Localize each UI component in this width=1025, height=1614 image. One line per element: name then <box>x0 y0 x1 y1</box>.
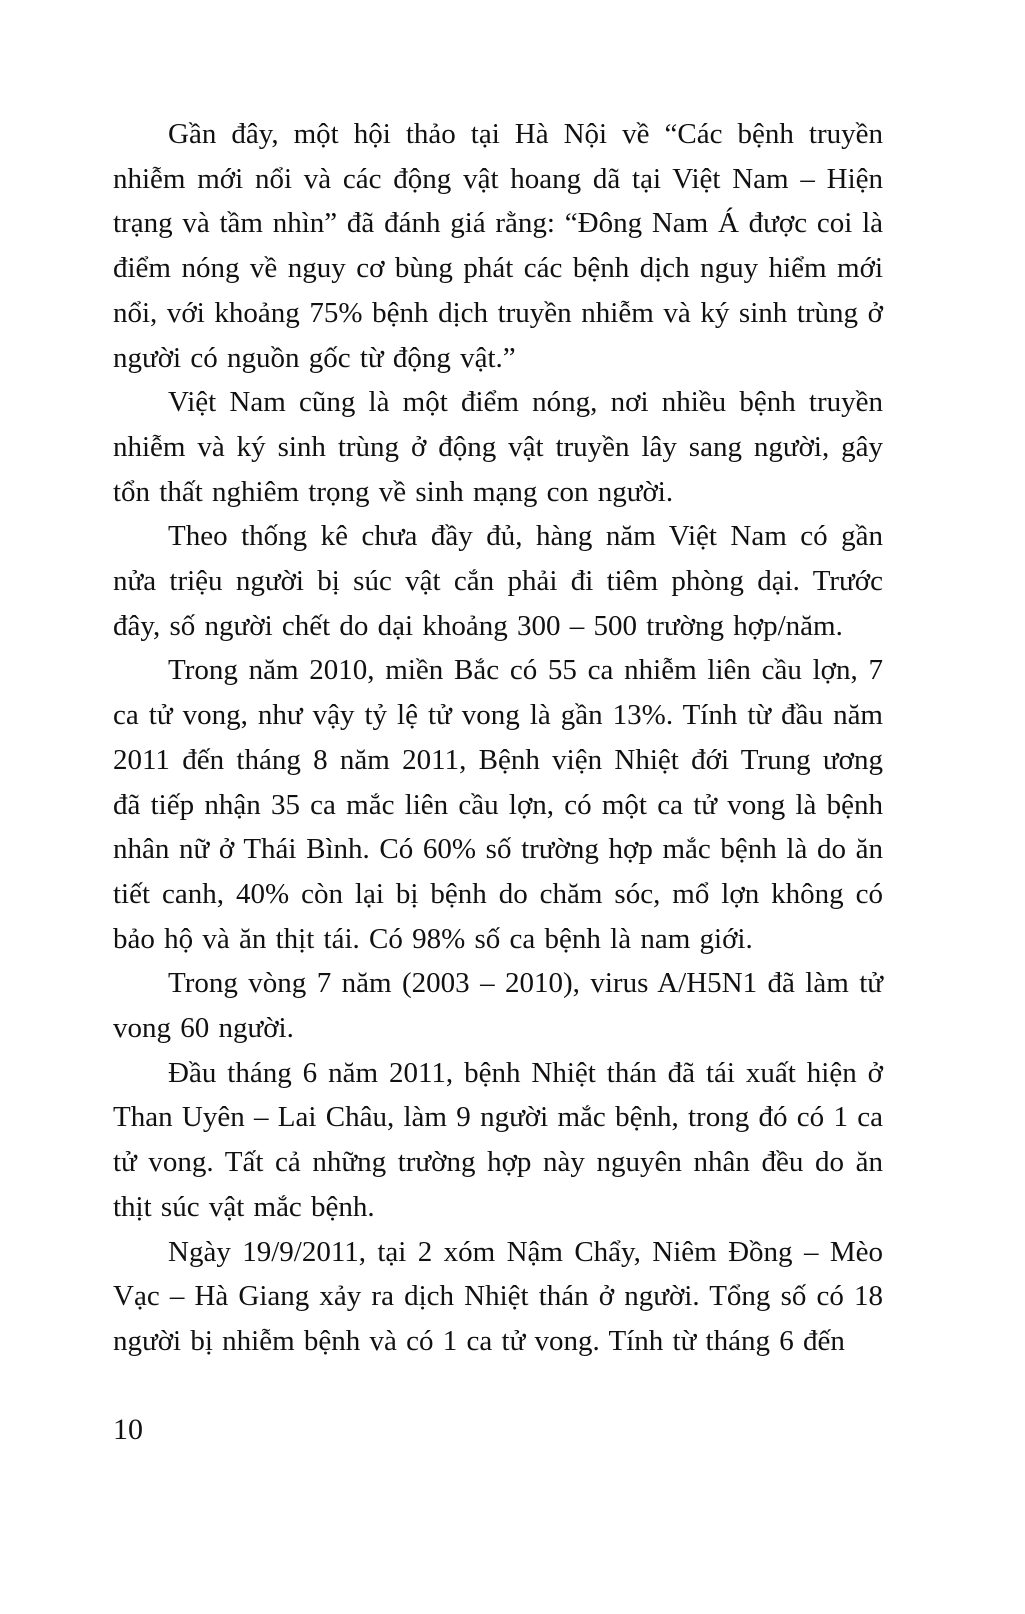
paragraph: Gần đây, một hội thảo tại Hà Nội về “Các bệnh truyền nhiễm mới nổi và các động vật hoang dã tại Việt Nam – Hiện trạng và tầm nhìn” đã đánh giá rằng: “Đông Nam Á được coi là điểm nóng về nguy cơ bùng phát các bệnh dịch nguy hiểm mới nổi, với khoảng 75% bệnh dịch truyền nhiễm và ký sinh trùng ở người có nguồn gốc từ động vật.” <box>113 118 883 374</box>
paragraph: Ngày 19/9/2011, tại 2 xóm Nậm Chẩy, Niêm Đồng – Mèo Vạc – Hà Giang xảy ra dịch Nhiệt thán ở người. Tổng số có 18 người bị nhiễm bệnh và có 1 ca tử vong. Tính từ tháng 6 đến <box>113 1235 883 1357</box>
paragraph: Trong vòng 7 năm (2003 – 2010), virus A/H5N1 đã làm tử vong 60 người. <box>113 967 883 1045</box>
body-text <box>113 112 883 1364</box>
paragraph: Đầu tháng 6 năm 2011, bệnh Nhiệt thán đã tái xuất hiện ở Than Uyên – Lai Châu, làm 9 người mắc bệnh, trong đó có 1 ca tử vong. Tất cả những trường hợp này nguyên nhân đều do ăn thịt súc vật mắc bệnh. <box>113 1056 883 1223</box>
paragraph: Việt Nam cũng là một điểm nóng, nơi nhiều bệnh truyền nhiễm và ký sinh trùng ở động vật truyền lây sang người, gây tổn thất nghiêm trọng về sinh mạng con người. <box>113 386 883 508</box>
page-number: 10 <box>113 1413 143 1446</box>
paragraph: Trong năm 2010, miền Bắc có 55 ca nhiễm liên cầu lợn, 7 ca tử vong, như vậy tỷ lệ tử vong là gần 13%. Tính từ đầu năm 2011 đến tháng 8 năm 2011, Bệnh viện Nhiệt đới Trung ương đã tiếp nhận 35 ca mắc liên cầu lợn, có một ca tử vong là bệnh nhân nữ ở Thái Bình. Có 60% số trường hợp mắc bệnh là do ăn tiết canh, 40% còn lại bị bệnh do chăm sóc, mổ lợn không có bảo hộ và ăn thịt tái. Có 98% số ca bệnh là nam giới. <box>113 654 883 955</box>
paragraph: Theo thống kê chưa đầy đủ, hàng năm Việt Nam có gần nửa triệu người bị súc vật cắn phải đi tiêm phòng dại. Trước đây, số người chết do dại khoảng 300 – 500 trường hợp/năm. <box>113 520 883 642</box>
